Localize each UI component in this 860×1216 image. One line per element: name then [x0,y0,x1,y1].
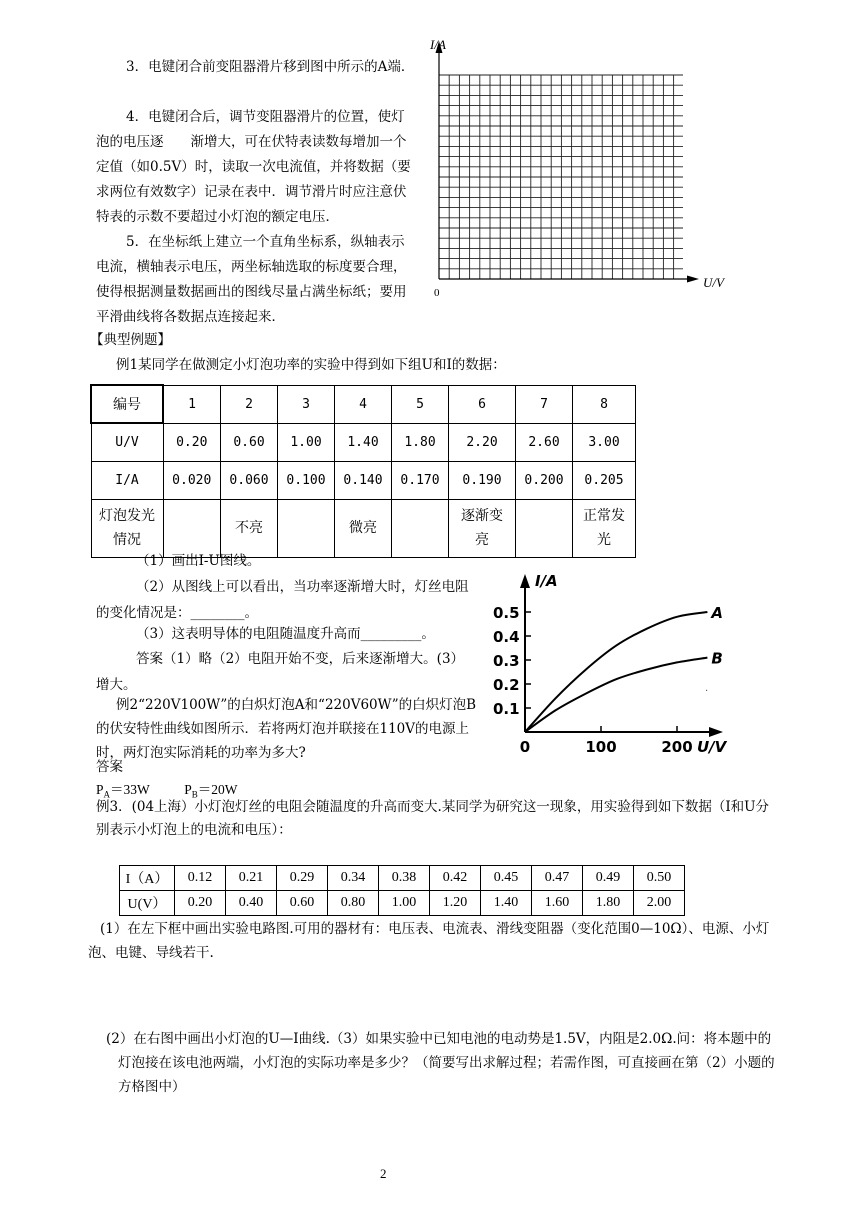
y-tick-label: 0.5 [493,604,520,622]
power-b-value: ＝20W [197,782,238,797]
table-cell: 2.00 [634,891,685,916]
y-tick-label: 0.1 [493,700,520,718]
example3-table [119,865,685,916]
table-cell: 5 [392,385,449,423]
table-cell: 0.21 [226,866,277,891]
table-cell: 0.47 [532,866,583,891]
power-a-symbol: P [96,782,104,797]
table-cell: 1.00 [379,891,430,916]
table-cell: 微亮 [335,499,392,557]
table-cell: 0.020 [163,461,221,499]
grid-lines [439,75,683,279]
table-cell: 1.40 [481,891,532,916]
table-cell: 1.80 [583,891,634,916]
section-heading: 【典型例题】 [90,332,171,348]
example3-q1: (1）在左下框中画出实验电路图.可用的器材有：电压表、电流表、滑线变阻器（变化范围0—10Ω）、电源、小灯泡、电键、导线若干. [88,921,770,961]
chart-y-arrow [520,574,530,588]
table-cell: 0.170 [392,461,449,499]
table-cell: 1.20 [430,891,481,916]
table-cell: 0.40 [226,891,277,916]
series-line-A [525,612,707,732]
table-cell: 2.20 [449,423,516,461]
x-tick-label: 200 [661,738,693,756]
example1-q3: （3）这表明导体的电阻随温度升高而_________。 [136,626,435,642]
example3-q2: (2）在右图中画出小灯泡的U—I曲线.（3）如果实验中已知电池的电动势是1.5V，内阻是2.0Ω.问：将本题中的灯泡接在该电池两端，小灯泡的实际功率是多少？（简要写出求解过程；若需作图，可直接画在第（2）小题的方格图中） [106,1031,775,1095]
table-cell: 正常发光 [573,499,636,557]
table-cell: 0.060 [221,461,278,499]
table-cell: 0.42 [430,866,481,891]
table-cell: 2.60 [516,423,573,461]
table-row [91,461,636,499]
y-tick-label: 0.4 [493,628,520,646]
grid-x-arrow [687,276,699,283]
series-line-B [525,658,707,732]
table-row [91,385,636,423]
table-header-cell: I/A [91,461,163,499]
table-cell: 2 [221,385,278,423]
table-cell: 不亮 [221,499,278,557]
table-cell: 3.00 [573,423,636,461]
y-tick-label: 0.3 [493,652,520,670]
power-a-subscript: A [103,789,111,800]
table-cell: 0.200 [516,461,573,499]
chart-x-arrow [709,727,723,737]
table-cell: 7 [516,385,573,423]
table-cell: 3 [278,385,335,423]
example1-answer: 答案（1）略（2）电阻开始不变，后来逐渐增大。(3）增大。 [96,651,465,693]
iu-chart [485,568,740,768]
table-cell: 0.80 [328,891,379,916]
power-b-subscript: B [191,789,198,800]
grid-ylabel: I/A [430,37,446,52]
table-cell: 6 [449,385,516,423]
table-cell: 0.29 [277,866,328,891]
table-cell: 0.49 [583,866,634,891]
table-cell: 1.00 [278,423,335,461]
page-number: 2 [380,1166,387,1181]
grid-xlabel: U/V [703,275,724,290]
table-cell: 1 [163,385,221,423]
table-cell [392,499,449,557]
table-cell: 0.205 [573,461,636,499]
table-header-cell: U(V） [120,891,175,916]
chart-dot: · [705,686,709,697]
table-cell: 0.60 [221,423,278,461]
table-cell: 0.140 [335,461,392,499]
table-cell [516,499,573,557]
table-cell: 1.80 [392,423,449,461]
y-tick-label: 0.2 [493,676,520,694]
series-label-A: A [711,604,724,622]
table-header-cell: 编号 [91,385,163,423]
table-cell: 0.50 [634,866,685,891]
table-cell: 1.60 [532,891,583,916]
x-tick-label: 100 [585,738,617,756]
grid-origin: 0 [434,287,440,299]
chart-xlabel: U/V [697,738,727,756]
table-cell: 0.20 [163,423,221,461]
table-cell: 0.34 [328,866,379,891]
table-cell: 0.60 [277,891,328,916]
table-row [91,499,636,557]
table-cell: 0.100 [278,461,335,499]
x-tick-label: 0 [519,738,531,756]
table-cell: 0.38 [379,866,430,891]
table-cell: 0.12 [175,866,226,891]
example1-q2: （2）从图线上可以看出，当功率逐渐增大时，灯丝电阻的变化情况是：________。 [96,579,469,621]
table-cell: 8 [573,385,636,423]
table-cell: 0.45 [481,866,532,891]
table-header-cell: 灯泡发光情况 [91,499,163,557]
example1-q1: （1）画出I-U图线。 [136,553,261,569]
table-row [91,423,636,461]
power-b-symbol: P [184,782,192,797]
step-5-text: 5．在坐标纸上建立一个直角坐标系，纵轴表示电流，横轴表示电压，两坐标轴选取的标度要合理，使得根据测量数据画出的图线尽量占满坐标纸；要用平滑曲线将各数据点连接起来． [96,234,407,325]
table-row [120,891,685,916]
series-label-B: B [711,649,723,668]
chart-ylabel: I/A [535,572,558,590]
table-cell: 逐渐变亮 [449,499,516,557]
table-row [120,866,685,891]
table-cell: 4 [335,385,392,423]
example2-answer-label: 答案 [96,759,123,775]
example1-intro: 例1某同学在做测定小灯泡功率的实验中得到如下组U和I的数据： [116,357,506,373]
grid-graph [425,35,735,300]
table-header-cell: U/V [91,423,163,461]
power-a-value: ＝33W [110,782,150,797]
table-header-cell: I（A） [120,866,175,891]
example3-intro: 例3．(04上海）小灯泡灯丝的电阻会随温度的升高而变大.某同学为研究这一现象，用实验得到如下数据（I和U分别表示小灯泡上的电流和电压）： [96,799,770,838]
step-3-text: 3．电键闭合前变阻器滑片移到图中所示的A端． [126,59,415,75]
table-cell [163,499,221,557]
table-cell [278,499,335,557]
example2-text: 例2“220V100W”的白炽灯泡A和“220V60W”的白炽灯泡B的伏安特性曲线如图所示．若将两灯泡并联接在110V的电源上时，两灯泡实际消耗的功率为多大? [96,697,477,761]
example1-table [90,384,636,558]
table-cell: 0.190 [449,461,516,499]
table-cell: 1.40 [335,423,392,461]
step-4-text: 4．电键闭合后，调节变阻器滑片的位置，使灯泡的电压逐 渐增大，可在伏特表读数每增加一个定值（如0.5V）时，读取一次电流值，并将数据（要求两位有效数字）记录在表中．调节滑片时应注意伏特表的示数不要超过小灯泡的额定电压． [96,109,411,225]
table-cell: 0.20 [175,891,226,916]
